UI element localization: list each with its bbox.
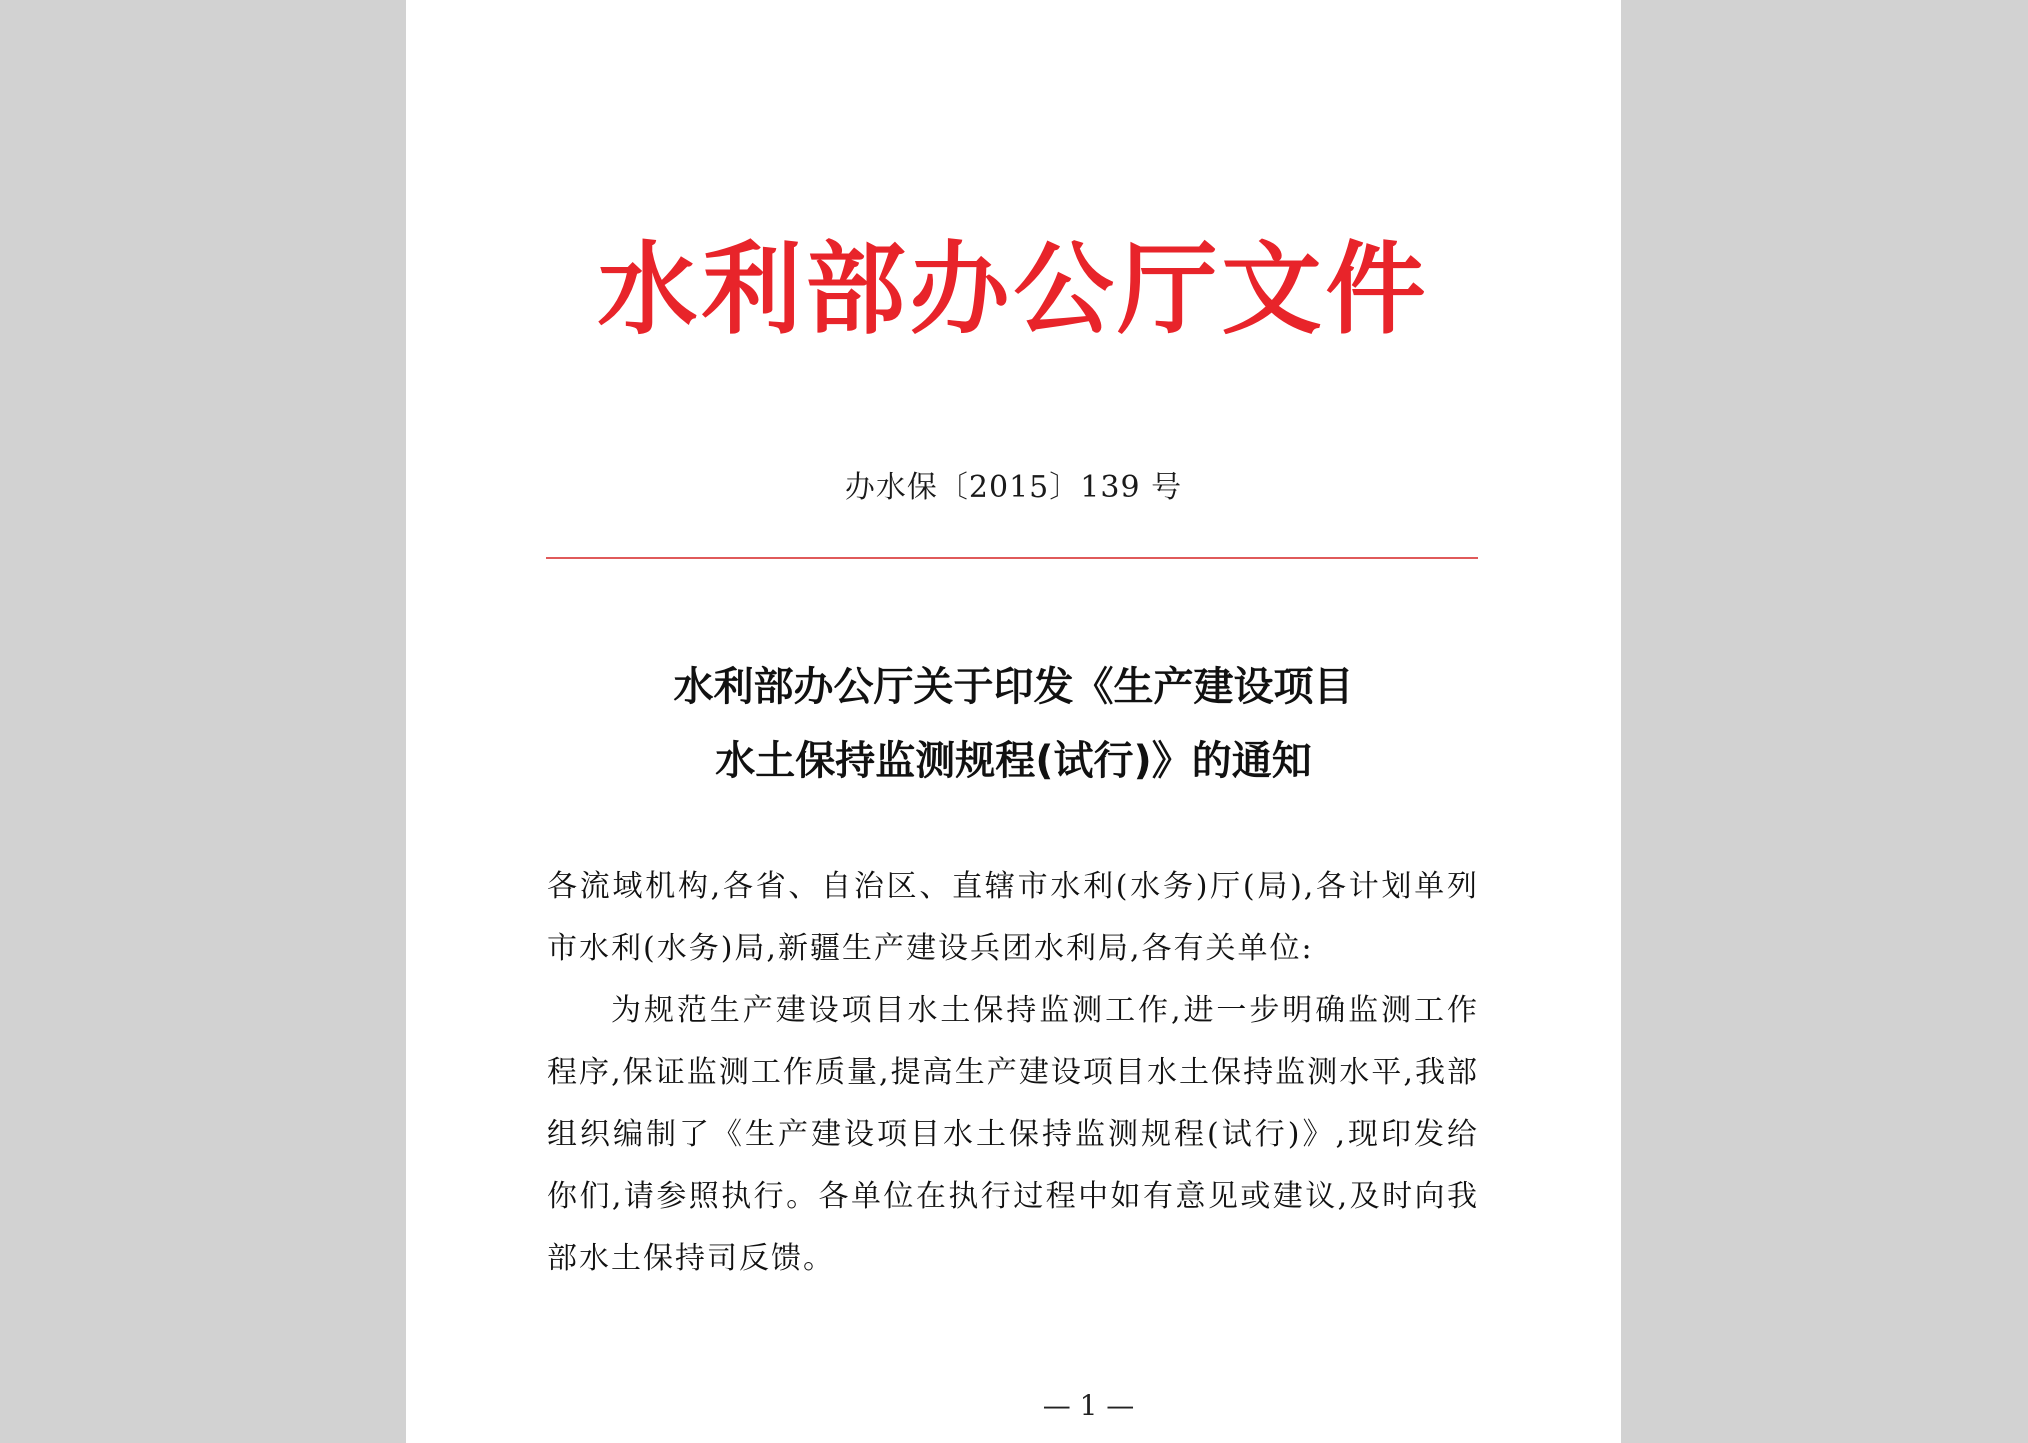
document-title-line-1: 水利部办公厅关于印发《生产建设项目: [673, 664, 1354, 710]
page-number: — 1 —: [1042, 1389, 1135, 1422]
body-paragraph: 为规范生产建设项目水土保持监测工作,进一步明确监测工作程序,保证监测工作质量,提高生产建设项目水土保持监测水平,我部组织编制了《生产建设项目水土保持监测规程(试行)》,现印发给你们,请参照执行。各单位在执行过程中如有意见或建议,及时向我部水土保持司反馈。: [547, 993, 1479, 1276]
document-title-line-2: 水土保持监测规程(试行)》的通知: [715, 738, 1312, 784]
document-body: [547, 856, 1479, 1290]
document-title: [406, 650, 1621, 798]
document-number: 办水保〔2015〕139 号: [844, 470, 1183, 505]
addressees-paragraph: 各流域机构,各省、自治区、直辖市水利(水务)厅(局),各计划单列市水利(水务)局,新疆生产建设兵团水利局,各有关单位:: [547, 869, 1479, 966]
document-page: [406, 0, 1621, 1443]
issuer-header-title: 水利部办公厅文件: [597, 231, 1430, 348]
red-divider-line: [546, 557, 1478, 559]
